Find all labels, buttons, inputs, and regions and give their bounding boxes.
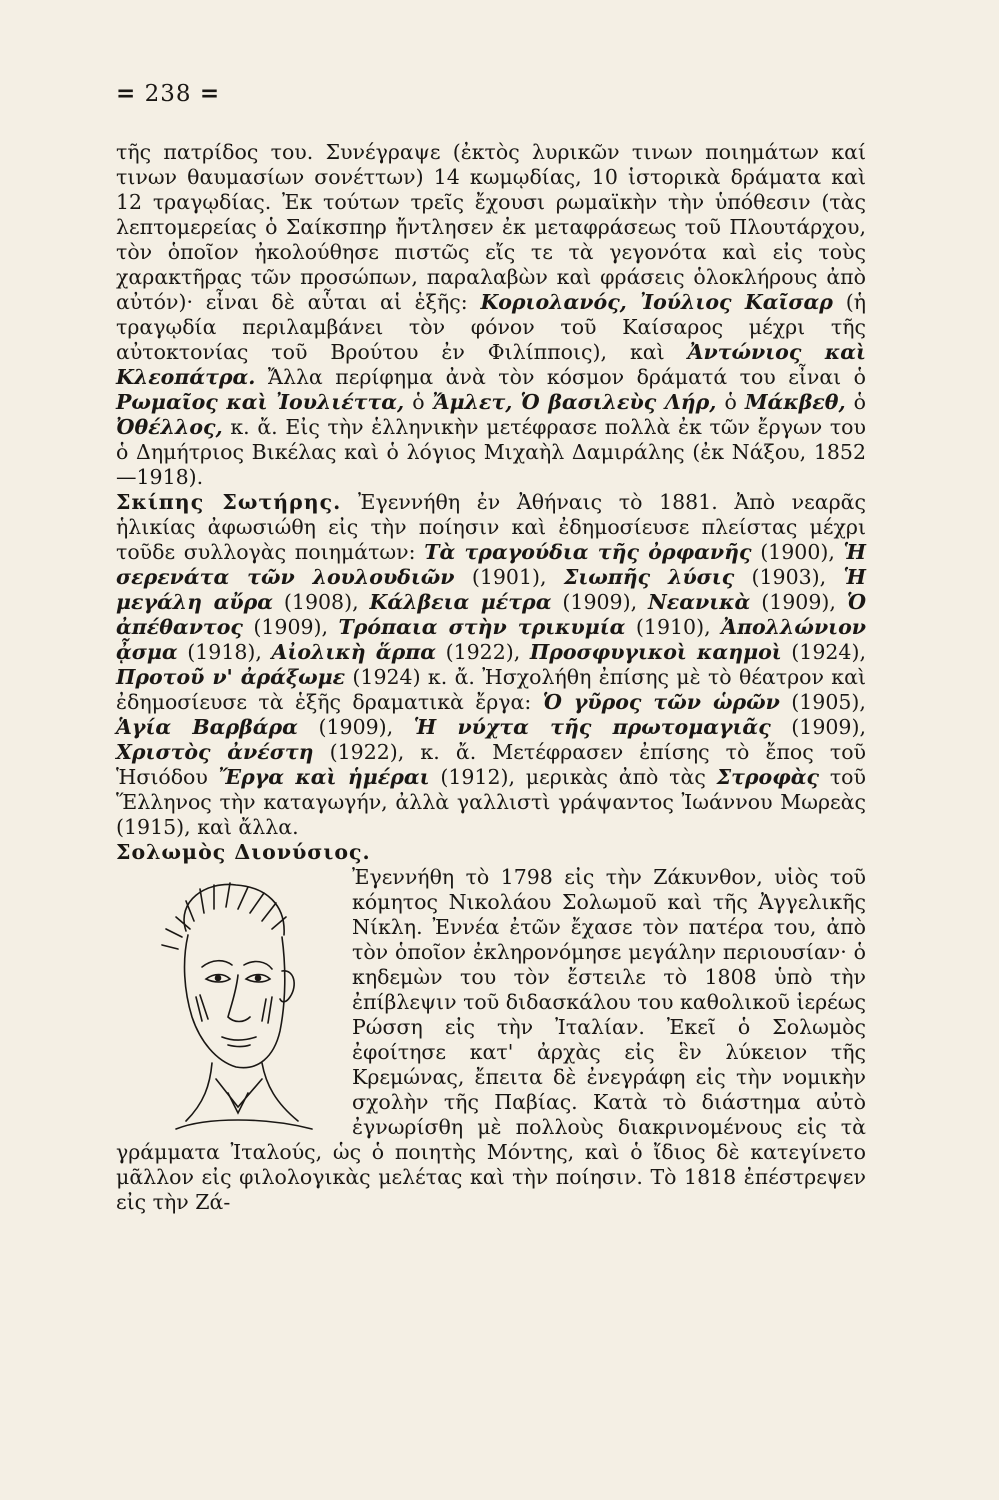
main-text <box>116 140 866 1215</box>
work-title: Ἀντώνιος καὶ Κλεοπάτρα. <box>116 340 866 389</box>
text: ὁ <box>412 390 425 414</box>
work-title: Προτοῦ ν' ἀράξωμε <box>116 665 346 689</box>
paragraph-shakespeare <box>116 140 866 490</box>
work-title: Ἔργα καὶ ἡμέραι <box>218 765 430 789</box>
work-title: Κοριολανός, Ἰούλιος Καῖσαρ <box>480 290 833 314</box>
text: (1903), <box>751 565 827 589</box>
text: ὁ <box>853 390 866 414</box>
entry-solomos <box>116 840 866 1215</box>
text: (1900), <box>760 540 835 564</box>
work-title: Ὁ βασιλεὺς Λήρ, <box>520 390 717 414</box>
text: (1918), <box>187 640 262 664</box>
entry-heading: Σολωμὸς Διονύσιος. <box>116 840 371 864</box>
text: κ. ἄ. Εἰς τὴν ἑλληνικὴν μετέφρασε πολλὰ ἐκ τῶν ἔργων του ὁ Δημήτριος Βικέλας καὶ ὁ λόγιος Μιχαὴλ Δαμιράλης (ἐκ Νάξου, 1852—1918). <box>116 415 866 489</box>
text: (1908), <box>283 590 359 614</box>
work-title: Ἡ σερενάτα τῶν λουλουδιῶν <box>116 540 866 589</box>
work-title: Αἰολικὴ ἅρπα <box>271 640 436 664</box>
text: τοῦ Ἕλληνος τὴν καταγωγήν, ἀλλὰ γαλλιστὶ γράψαντος Ἰωάννου Μωρεὰς (1915), καὶ ἄλλα. <box>116 765 866 839</box>
text: Ἐγεννήθη ἐν Ἀθήναις τὸ 1881. Ἀπὸ νεαρᾶς ἡλικίας ἀφωσιώθη εἰς τὴν ποίησιν καὶ ἐδημοσίευσε πλείστας μέχρι τοῦδε συλλογὰς ποιημάτων: <box>116 490 866 564</box>
work-title: Ρωμαῖος καὶ Ἰουλιέττα, <box>116 390 405 414</box>
text: ὁ <box>724 390 737 414</box>
text: (1901), <box>471 565 547 589</box>
text: (1909), <box>253 615 329 639</box>
text: (1909), <box>318 715 394 739</box>
text: (1910), <box>635 615 711 639</box>
text: (1924) κ. ἄ. Ἠσχολήθη ἐπίσης μὲ τὸ θέατρον καὶ ἐδημοσίευσε τὰ ἑξῆς δραματικὰ ἔργα: <box>116 665 866 714</box>
text: Ἐγεννήθη τὸ 1798 εἰς τὴν Ζάκυνθον, υἱὸς τοῦ κόμητος Νικολάου Σολωμοῦ καὶ τῆς Ἀγγελικῆς Νίκλη. Ἐννέα ἐτῶν ἔχασε τὸν πατέρα του, ἀπὸ τὸν ὁποῖον ἐκληρονόμησε μεγάλην περιουσίαν· ὁ κηδεμὼν του τὸν ἔστειλε τὸ 1808 ὑπὸ τὴν ἐπίβλεψιν τοῦ διδασκάλου του καθολικοῦ ἱερέως Ρώσση εἰς τὴν Ἰταλίαν. Ἐκεῖ ὁ Σολωμὸς ἐφοίτησε κατ' ἀρχὰς εἰς ἓν λύκειον τῆς Κρεμώνας, ἔπειτα δὲ ἐνεγράφη εἰς τὴν νομικὴν σχολὴν τῆς Παβίας. Κατὰ τὸ διάστημα αὐτὸ ἐγνωρίσθη μὲ πολλοὺς διακρινομένους εἰς τὰ γράμματα Ἰταλούς, ὡς ὁ ποιητὴς Μόντης, καὶ ὁ ἴδιος δὲ κατεγίνετο μᾶλλον εἰς φιλολογικὰς μελέτας καὶ τὴν ποίησιν. Τὸ 1818 ἐπέστρεψεν εἰς τὴν Ζά- <box>116 865 866 1214</box>
work-title: Νεανικὰ <box>648 590 751 614</box>
work-title: Ἡ νύχτα τῆς πρωτομαγιᾶς <box>413 715 771 739</box>
text: Ἄλλα περίφημα ἀνὰ τὸν κόσμον δράματά του εἶναι ὁ <box>267 365 866 389</box>
text: (1912), μερικὰς ἀπὸ τὰς <box>440 765 706 789</box>
work-title: Ἡ μεγάλη αὔρα <box>116 565 866 614</box>
work-title: Σιωπῆς λύσις <box>563 565 735 589</box>
portrait-illustration <box>116 871 336 1133</box>
text: (1909), <box>761 590 836 614</box>
page-number-value: 238 <box>144 81 192 107</box>
work-title: Ὁ γῦρος τῶν ὡρῶν <box>542 690 780 714</box>
text: (1909), <box>791 715 866 739</box>
page-number-prefix: = <box>116 80 137 107</box>
portrait-drawing <box>116 871 336 1133</box>
work-title: Τὰ τραγούδια τῆς ὀρφανῆς <box>424 540 752 564</box>
text: (1922), <box>445 640 521 664</box>
work-title: Ἀπολλώνιον ᾆσμα <box>116 615 866 664</box>
entry-solomos-heading-line <box>116 840 866 865</box>
page-number <box>116 80 220 107</box>
work-title: Στροφὰς <box>716 765 820 789</box>
work-title: Ὁ ἀπέθαντος <box>116 590 866 639</box>
text: (1924), <box>791 640 866 664</box>
work-title: Ὀθέλλος, <box>116 415 223 439</box>
page-number-suffix: = <box>199 80 221 107</box>
work-title: Κάλβεια μέτρα <box>369 590 552 614</box>
work-title: Μάκβεθ, <box>744 390 846 414</box>
text: (1909), <box>562 590 638 614</box>
text: (1905), <box>791 690 866 714</box>
text: (1922), κ. ἄ. Μετέφρασεν ἐπίσης τὸ ἔπος τοῦ Ἡσιόδου <box>116 740 867 789</box>
text: τῆς πατρίδος του. Συνέγραψε (ἐκτὸς λυρικῶν τινων ποιημάτων καί τινων θαυμασίων σονέττων) 14 κωμῳδίας, 10 ἱστορικὰ δράματα καὶ 12 τραγῳδίας. Ἐκ τούτων τρεῖς ἔχουσι ρωμαϊκὴν τὴν ὑπόθεσιν (τὰς λεπτομερείας ὁ Σαίκσπηρ ἤντλησεν ἐκ μεταφράσεως τοῦ Πλουτάρχου, τὸν ὁποῖον ἠκολούθησε πιστῶς εἴς τε τὰ γεγονότα καὶ εἰς τοὺς χαρακτῆρας τῶν προσώπων, παραλαβὼν καὶ φράσεις ὁλοκλήρους ἀπὸ αὐτόν)· εἶναι δὲ αὗται αἱ ἑξῆς: <box>116 140 866 314</box>
entry-heading: Σκίπης Σωτήρης. <box>116 490 342 514</box>
work-title: Ἄμλετ, <box>432 390 513 414</box>
work-title: Χριστὸς ἀνέστη <box>116 740 314 764</box>
entry-skipis <box>116 490 866 840</box>
text: (ἡ τραγῳδία περιλαμβάνει τὸν φόνον τοῦ Καίσαρος μέχρι τῆς αὐτοκτονίας τοῦ Βρούτου ἐν Φιλίπποις), καὶ <box>116 290 866 364</box>
work-title: Προσφυγικοὶ καημοὶ <box>529 640 782 664</box>
work-title: Ἁγία Βαρβάρα <box>116 715 298 739</box>
work-title: Τρόπαια στὴν τρικυμία <box>338 615 626 639</box>
